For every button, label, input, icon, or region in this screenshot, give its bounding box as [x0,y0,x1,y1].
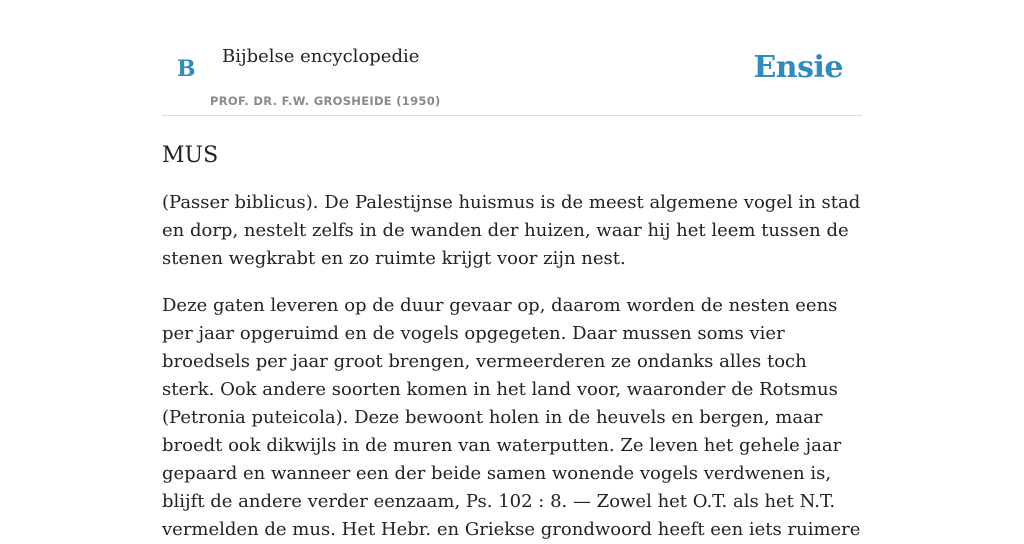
entry-paragraph-1: (Passer biblicus). De Palestijnse huismus is de meest algemene vogel in stad en dorp, nestelt zelfs in de wanden der huizen, waar hij het leem tussen de stenen wegkrabt en zo ruimte krijgt voor zijn nest. [162,192,861,269]
header [162,0,862,116]
source-author: PROF. DR. F.W. GROSHEIDE (1950) [210,94,441,108]
entry-title: MUS [162,143,219,168]
index-letter[interactable]: B [177,56,196,82]
page [162,0,862,544]
ensie-logo[interactable]: Ensie [753,50,843,85]
source-title[interactable]: Bijbelse encyclopedie [222,46,420,67]
entry-paragraph-2: Deze gaten leveren op de duur gevaar op, daarom worden de nesten eens per jaar opgeruimd en de vogels opgegeten. Daar mussen soms vier broedsels per jaar groot brengen, vermeerderen ze ondanks alles toch sterk. Ook andere soorten komen in het land voor, waaronder de Rotsmus (Petronia puteicola). Deze bewoont holen in de heuvels en bergen, maar broedt ook dikwijls in de muren van waterputten. Ze leven het gehele jaar gepaard en wanneer een der beide samen wonende vogels verdwenen is, blijft de andere verder eenzaam, Ps. 102 : 8. — Zowel het O.T. als het N.T. vermelden de mus. Het Hebr. en Griekse grondwoord heeft een iets ruimere [162,295,861,540]
